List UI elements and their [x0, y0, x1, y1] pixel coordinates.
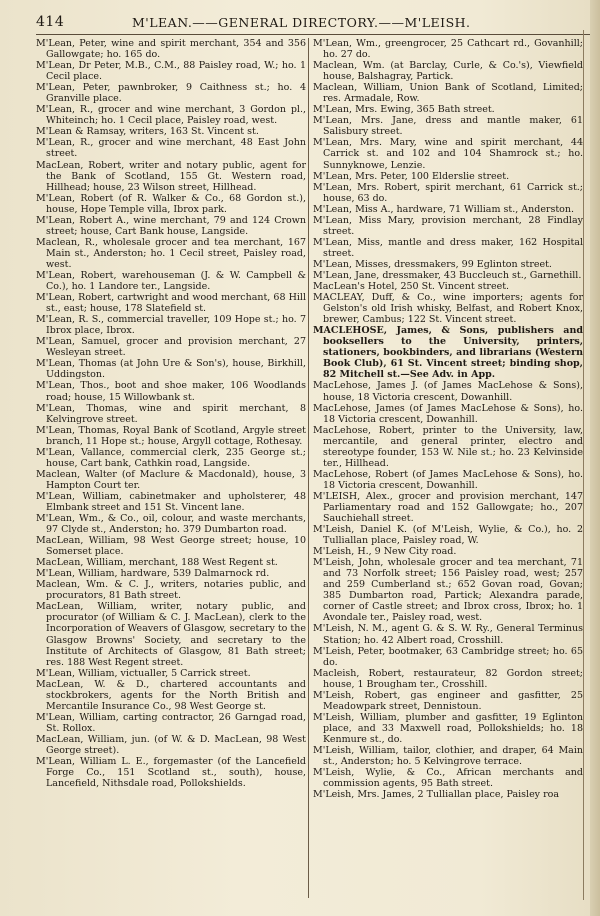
directory-entry: M'Lean, Misses, dressmakers, 99 Eglinton street.	[313, 258, 552, 270]
directory-entry: Maclean, Walter (of Maclure & Macdonald), house, 3 Hampton Court ter.	[36, 468, 306, 491]
directory-entry: MacLean, William, merchant, 188 West Regent st.	[36, 557, 278, 569]
directory-entry: M'Lean, William, cabinetmaker and upholsterer, 48 Elmbank street and 151 St. Vincent lane.	[36, 490, 306, 513]
directory-entry: M'Leish, Wylie, & Co., African merchants and commission agents, 95 Bath street.	[313, 767, 583, 790]
directory-entry: M'Leish, N. M., agent G. & S. W. Ry., General Terminus Station; ho. 42 Albert road, Crosshill.	[313, 623, 583, 646]
directory-entry: M'Lean & Ramsay, writers, 163 St. Vincent st.	[36, 126, 259, 138]
right-column	[313, 38, 583, 800]
directory-entry: M'Lean, Mrs. Mary, wine and spirit merchant, 44 Carrick st. and 102 and 104 Shamrock st.; ho. Sunnyknowe, Lenzie.	[313, 137, 583, 171]
directory-entry: M'Leish, William, tailor, clothier, and draper, 64 Main st., Anderston; ho. 5 Kelvingrove terrace.	[313, 745, 583, 768]
directory-entry: MacLean, William, 98 West George street; house, 10 Somerset place.	[36, 535, 306, 558]
column-divider	[308, 38, 309, 898]
directory-entry: M'Lean, Mrs. Peter, 100 Elderslie street.	[313, 170, 510, 182]
directory-entry: MacLean, William, writer, notary public, and procurator (of William & C. J. MacLean), clerk to the Incorporation of Weavers of Glasgow, secretary to the Glasgow Browns' Society, and secretary to the Institute of Architects of Glasgow, 81 Bath street; res. 188 West Regent street.	[36, 601, 306, 668]
page-edge-line	[583, 30, 584, 900]
directory-entry: M'Lean, Miss A., hardware, 71 William st., Anderston.	[313, 203, 575, 215]
directory-entry: M'Lean, Robert (of R. Walker & Co., 68 Gordon st.), house, Hope Temple villa, Ibrox park.	[36, 192, 306, 215]
directory-entry: MacLean, W. & D., chartered accountants and stockbrokers, agents for the North British and Mercantile Insurance Co., 98 West George st.	[36, 678, 306, 712]
directory-entry: M'Lean, William, hardware, 539 Dalmarnock rd.	[36, 568, 270, 580]
directory-entry: Maclean, R., wholesale grocer and tea merchant, 167 Main st., Anderston; ho. 1 Cecil street, Paisley road, west.	[36, 236, 306, 270]
directory-entry: M'Leish, John, wholesale grocer and tea merchant, 71 and 73 Norfolk street; 156 Paisley road, west; 257 and 259 Cumberland st.; 652 Govan road, Govan; 385 Dumbarton road, Partick; Alexandra parade, corner of Castle street; and Ibrox cross, Ibrox; ho. 1 Avondale ter., Paisley road, west.	[313, 557, 583, 624]
directory-entry: MACLEHOSE, James, & Sons, publishers and booksellers to the University, printers, stationers, bookbinders, and librarians (Western Book Club), 61 St. Vincent street; binding shop, 82 Mitchell st.—See Adv. in App.	[313, 325, 583, 381]
directory-entry: M'Lean, William L. E., forgemaster (of the Lancefield Forge Co., 151 Scotland st., south), house, Lancefield, Nithsdale road, Pollokshields.	[36, 756, 306, 790]
adjacent-page-edge	[590, 0, 600, 916]
directory-entry: M'Lean, Wm., greengrocer, 25 Cathcart rd., Govanhill; ho. 27 do.	[313, 38, 583, 61]
directory-entry: M'Lean, Wm., & Co., oil, colour, and waste merchants, 97 Clyde st., Anderston; ho. 379 Dumbarton road.	[36, 513, 306, 536]
directory-entry: M'Lean, Samuel, grocer and provision merchant, 27 Wesleyan street.	[36, 336, 306, 359]
left-column	[36, 38, 306, 789]
directory-entry: Macleish, Robert, restaurateur, 82 Gordon street; house, 1 Brougham ter., Crosshill.	[313, 667, 583, 690]
directory-entry: M'Lean, William, victualler, 5 Carrick street.	[36, 667, 251, 679]
directory-entry: M'Lean, Thomas (at John Ure & Son's), house, Birkhill, Uddingston.	[36, 358, 306, 381]
directory-entry: M'Leish, Robert, gas engineer and gasfitter, 25 Meadowpark street, Dennistoun.	[313, 689, 583, 712]
page-number: 414	[36, 14, 65, 30]
directory-entry: M'Lean, Robert, warehouseman (J. & W. Campbell & Co.), ho. 1 Landore ter., Langside.	[36, 269, 306, 293]
directory-entry: MacLehose, Robert, printer to the University, law, mercantile, and general printer, electro and stereotype founder, 153 W. Nile st.; ho. 23 Kelvinside ter., Hillhead.	[313, 424, 583, 469]
directory-entry: M'Lean, Mrs. Robert, spirit merchant, 61 Carrick st.; house, 63 do.	[313, 181, 583, 204]
directory-entry: M'Lean, R., grocer and wine merchant, 48 East John street.	[36, 137, 306, 160]
directory-entry: M'Lean, Miss, mantle and dress maker, 162 Hospital street.	[313, 236, 583, 259]
directory-entry: M'Lean, William, carting contractor, 26 Garngad road, St. Rollox.	[36, 711, 306, 734]
directory-entry: MACLEAY, Duff, & Co., wine importers; agents for Gelston's old Irish whisky, Belfast, and Robert Knox, brewer, Cambus; 122 St. Vincent street.	[313, 292, 583, 326]
directory-entry: M'Leish, Peter, bootmaker, 63 Cambridge street; ho. 65 do.	[313, 645, 583, 668]
directory-entry: MacLehose, Robert (of James MacLehose & Sons), ho. 18 Victoria crescent, Dowanhill.	[313, 468, 583, 491]
directory-entry: M'LEISH, Alex., grocer and provision merchant, 147 Parliamentary road and 152 Gallowgate; ho., 207 Sauchiehall street.	[313, 490, 583, 525]
directory-entry: M'Lean, Peter, wine and spirit merchant, 354 and 356 Gallowgate; ho. 165 do.	[36, 38, 306, 61]
directory-entry: M'Lean, Vallance, commercial clerk, 235 George st.; house, Cart bank, Cathkin road, Langside.	[36, 446, 306, 469]
header-rule	[36, 34, 600, 35]
directory-entry: M'Lean, Mrs. Jane, dress and mantle maker, 61 Salisbury street.	[313, 115, 583, 138]
directory-entry: M'Lean, R. S., commercial traveller, 109 Hope st.; ho. 7 Ibrox place, Ibrox.	[36, 314, 306, 337]
directory-entry: M'Lean, Mrs. Ewing, 365 Bath street.	[313, 104, 495, 116]
directory-entry: Maclean, Wm. (at Barclay, Curle, & Co.'s), Viewfield house, Balshagray, Partick.	[313, 60, 583, 83]
directory-entry: MacLean, Robert, writer and notary public, agent for the Bank of Scotland, 155 Gt. Western road, Hillhead; house, 23 Wilson street, Hillhead.	[36, 159, 306, 193]
directory-entry: M'Lean, R., grocer and wine merchant, 3 Gordon pl., Whiteinch; ho. 1 Cecil place, Paisley road, west.	[36, 104, 306, 127]
directory-entry: MacLean's Hotel, 250 St. Vincent street.	[313, 281, 510, 293]
page-header	[36, 14, 582, 32]
directory-entry: M'Lean, Dr Peter, M.B., C.M., 88 Paisley road, W.; ho. 1 Cecil place.	[36, 60, 306, 83]
directory-entry: Maclean, William, Union Bank of Scotland, Limited; res. Armadale, Row.	[313, 82, 583, 105]
directory-entry: M'Lean, Jane, dressmaker, 43 Buccleuch st., Garnethill.	[313, 269, 582, 281]
directory-entry: M'Lean, Robert, cartwright and wood merchant, 68 Hill st., east; house, 178 Slatefield st.	[36, 292, 306, 315]
directory-entry: Maclean, Wm. & C. J., writers, notaries public, and procurators, 81 Bath street.	[36, 579, 306, 602]
directory-entry: M'Lean, Peter, pawnbroker, 9 Caithness st.; ho. 4 Granville place.	[36, 82, 306, 105]
directory-entry: M'Lean, Miss Mary, provision merchant, 28 Findlay street.	[313, 214, 583, 237]
directory-entry: M'Leish, H., 9 New City road.	[313, 546, 457, 558]
directory-entry: M'Lean, Robert A., wine merchant, 79 and 124 Crown street; house, Cart Bank house, Langside.	[36, 214, 306, 237]
directory-entry: M'Leish, Mrs. James, 2 Tulliallan place, Paisley roa	[313, 789, 559, 801]
directory-entry: M'Lean, Thos., boot and shoe maker, 106 Woodlands road; house, 15 Willowbank st.	[36, 380, 306, 403]
directory-entry: M'Leish, Daniel K. (of M'Leish, Wylie, & Co.), ho. 2 Tulliallan place, Paisley road, W.	[313, 524, 583, 547]
directory-entry: M'Lean, Thomas, Royal Bank of Scotland, Argyle street branch, 11 Hope st.; house, Argyll cottage, Rothesay.	[36, 424, 306, 447]
directory-entry: M'Lean, Thomas, wine and spirit merchant, 8 Kelvingrove street.	[36, 402, 306, 425]
running-title: M'LEAN.——GENERAL DIRECTORY.——M'LEISH.	[132, 15, 471, 30]
directory-entry: M'Leish, William, plumber and gasfitter, 19 Eglinton place, and 33 Maxwell road, Pollokshields; ho. 18 Kenmure st., do.	[313, 711, 583, 745]
directory-entry: MacLehose, James J. (of James MacLehose & Sons), house, 18 Victoria crescent, Dowanhill.	[313, 380, 583, 403]
directory-entry: MacLehose, James (of James MacLehose & Sons), ho. 18 Victoria crescent, Dowanhill.	[313, 402, 583, 425]
directory-entry: MacLean, William, jun. (of W. & D. MacLean, 98 West George street).	[36, 733, 306, 756]
